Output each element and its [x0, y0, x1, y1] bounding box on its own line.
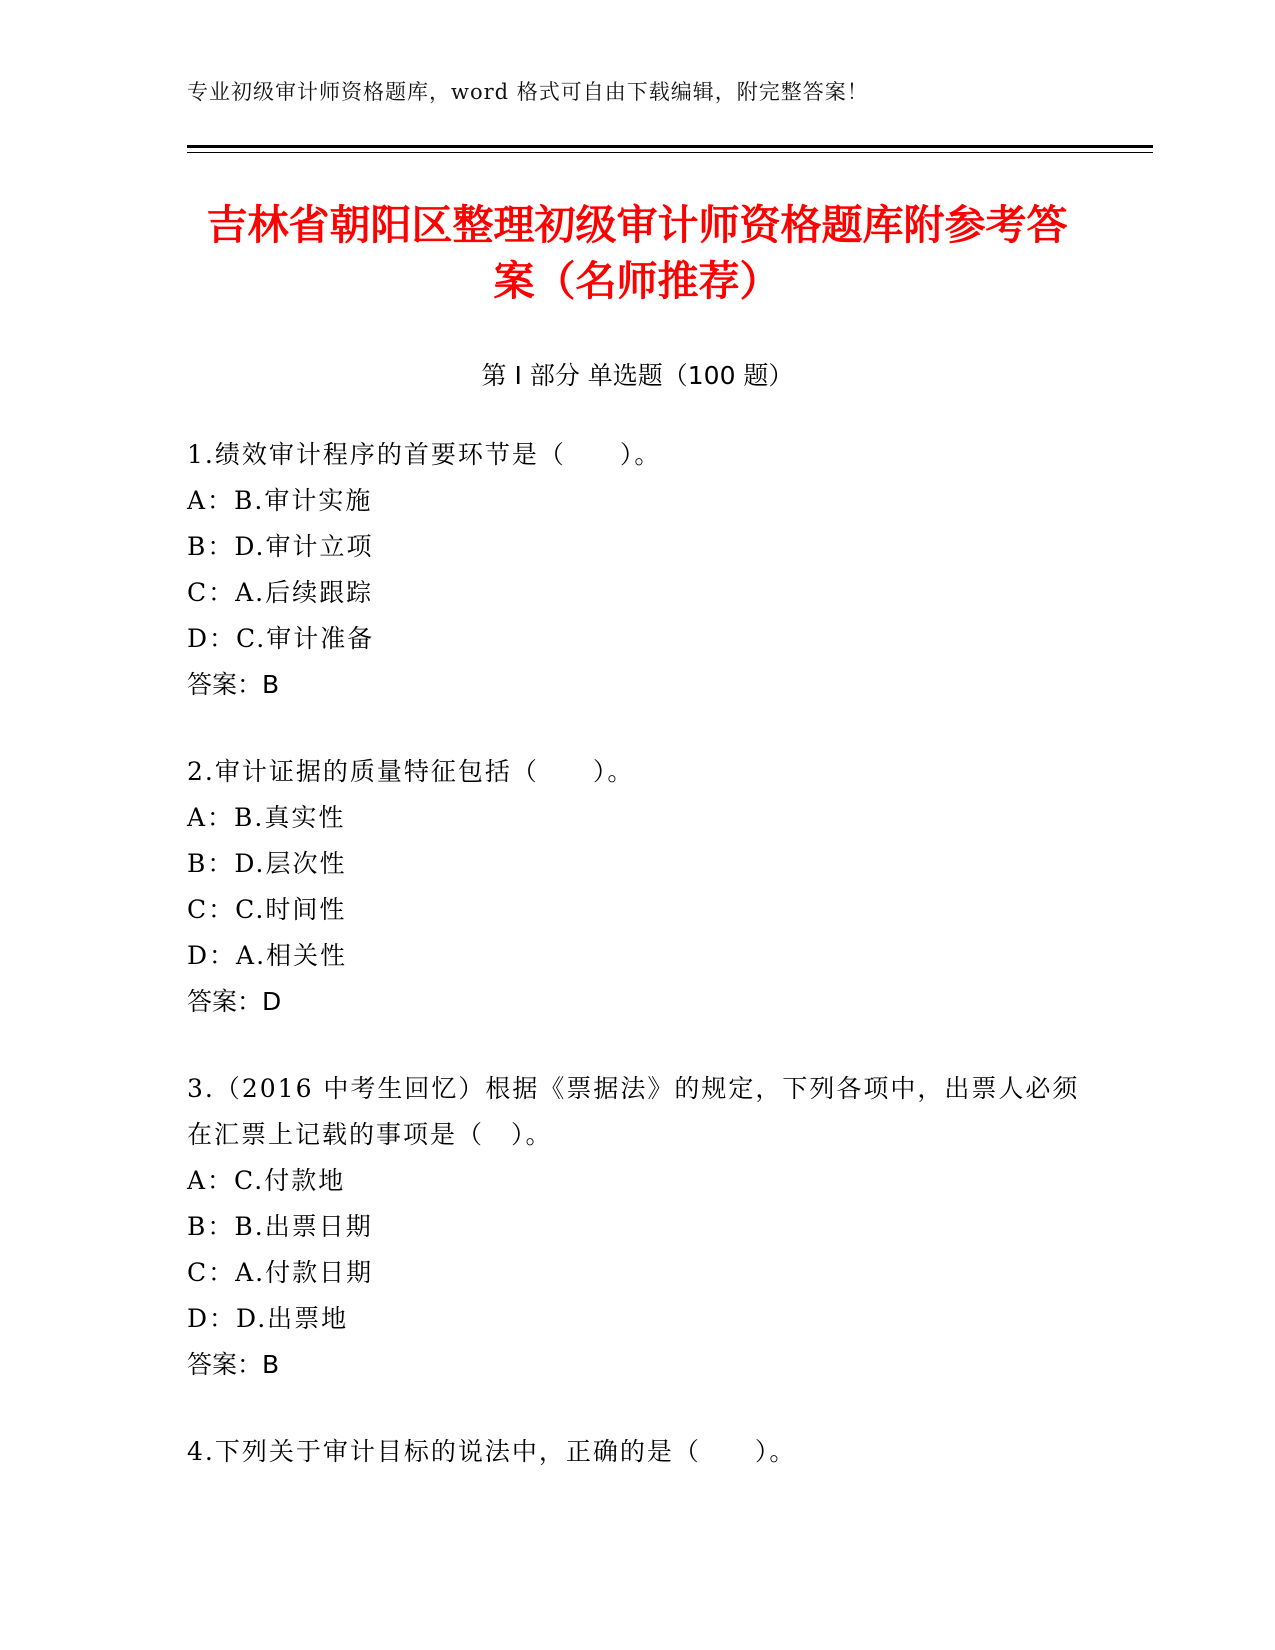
section-title: 第 I 部分 单选题（100 题） — [481, 361, 794, 390]
option-a: A：B.审计实施 — [187, 486, 373, 515]
question-stem: 2.审计证据的质量特征包括（ ）。 — [187, 757, 635, 786]
question-stem: 1.绩效审计程序的首要环节是（ ）。 — [187, 440, 662, 469]
header-rule-thick — [187, 145, 1153, 148]
option-a: A：C.付款地 — [187, 1166, 346, 1195]
question-2 — [187, 749, 1087, 1025]
option-d: D：C.审计准备 — [187, 624, 375, 653]
option-c: C：A.付款日期 — [187, 1258, 374, 1287]
option-d: D：D.出票地 — [187, 1304, 349, 1333]
option-b: B：D.层次性 — [187, 849, 347, 878]
header-rule-thin — [187, 152, 1153, 153]
question-stem: 3.（2016 中考生回忆）根据《票据法》的规定，下列各项中，出票人必须在汇票上记载的事项是（ ）。 — [187, 1074, 1080, 1149]
option-c: C：A.后续跟踪 — [187, 578, 374, 607]
question-3 — [187, 1066, 1087, 1388]
option-c: C：C.时间性 — [187, 895, 347, 924]
question-stem: 4.下列关于审计目标的说法中，正确的是（ ）。 — [187, 1437, 797, 1466]
answer: 答案：B — [187, 1350, 280, 1379]
option-a: A：B.真实性 — [187, 803, 346, 832]
document-title: 吉林省朝阳区整理初级审计师资格题库附参考答案（名师推荐） — [206, 201, 1068, 305]
answer: 答案：B — [187, 670, 280, 699]
answer: 答案：D — [187, 987, 282, 1016]
question-list — [187, 432, 1087, 1516]
option-d: D：A.相关性 — [187, 941, 348, 970]
question-4 — [187, 1429, 1087, 1475]
question-1 — [187, 432, 1087, 708]
option-b: B：D.审计立项 — [187, 532, 374, 561]
option-b: B：B.出票日期 — [187, 1212, 373, 1241]
page-header: 专业初级审计师资格题库，word 格式可自由下载编辑，附完整答案！ — [187, 80, 869, 104]
